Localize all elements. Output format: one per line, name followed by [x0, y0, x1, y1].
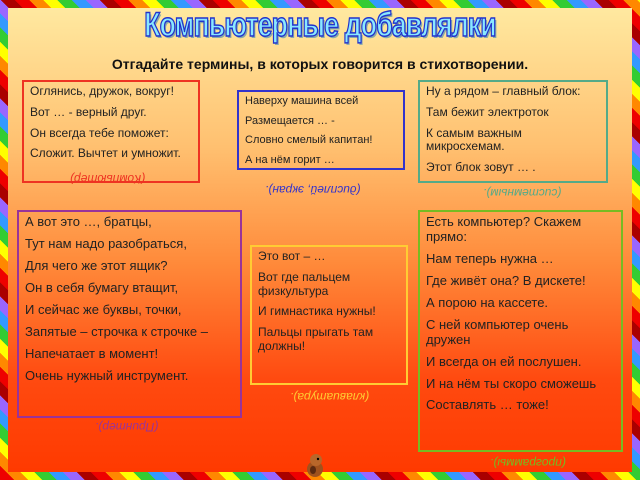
riddle-line: Очень нужный инструмент. [25, 367, 189, 383]
riddle-line: К самым важным микросхемам. [426, 125, 522, 154]
riddle-box-programs [418, 210, 623, 452]
slide-title: Компьютерные добавлялки [144, 6, 496, 44]
riddle-line: И сейчас же буквы, точки, [25, 301, 182, 317]
riddle-line: Там бежит электроток [426, 104, 549, 119]
riddle-line: Вот где пальцем физкультура [258, 269, 351, 298]
riddle-line: И на нём ты скоро сможешь [426, 375, 597, 391]
riddle-line: И гимнастика нужны! [258, 304, 376, 319]
riddle-line: И всегда он ей послушен. [426, 353, 582, 369]
riddle-line: Наверху машина всей [245, 95, 359, 107]
riddle-line: Сложит. Вычтет и умножит. [30, 146, 181, 161]
riddle-line: Это вот – … [258, 249, 326, 263]
answer-printer: (Принтер). [95, 420, 159, 434]
riddle-box-display [237, 90, 405, 170]
answer-programs: (программы). [490, 456, 566, 470]
answer-system-unit: (системным). [483, 186, 562, 200]
riddle-line: Запятые – строчка к строчке – [25, 323, 208, 339]
riddle-line: С ней компьютер очень дружен [426, 316, 569, 347]
bear-mascot-icon [304, 452, 326, 478]
riddle-line: Оглянись, дружок, вокруг! [30, 84, 174, 98]
riddle-line: Этот блок зовут … . [426, 160, 536, 175]
riddle-line: Вот … - верный друг. [30, 104, 147, 119]
riddle-box-system-unit [418, 80, 608, 183]
riddle-line: Размещается … - [245, 114, 335, 127]
riddle-line: Ну а рядом – главный блок: [426, 84, 581, 98]
answer-keyboard: (клавиатура). [290, 390, 370, 404]
riddle-box-printer [17, 210, 242, 418]
riddle-line: Он всегда тебе поможет: [30, 125, 169, 140]
riddle-line: Тут нам надо разобраться, [25, 235, 187, 251]
answer-computer: (Компьютер) [70, 172, 146, 186]
riddle-line: Напечатает в момент! [25, 345, 159, 361]
riddle-line: А порою на кассете. [426, 294, 549, 310]
riddle-box-computer [22, 80, 200, 183]
riddle-line: Пальцы прыгать там должны! [258, 325, 374, 353]
riddle-box-keyboard [250, 245, 408, 385]
slide-subtitle: Отгадайте термины, в которых говорится в стихотворении. [111, 56, 529, 72]
riddle-line: Где живёт она? В дискете! [426, 272, 586, 288]
riddle-line: Словно смелый капитан! [245, 134, 373, 147]
riddle-line: Нам теперь нужна … [426, 250, 554, 266]
riddle-line: Он в себя бумагу втащит, [25, 279, 179, 295]
riddle-line: Составлять … тоже! [426, 397, 549, 413]
riddle-line: А вот это …, братцы, [25, 214, 152, 229]
riddle-line: А на нём горит … [245, 153, 335, 166]
riddle-line: Есть компьютер? Скажем прямо: [426, 214, 582, 244]
answer-display: (дисплей, экран). [265, 183, 361, 197]
riddle-line: Для чего же этот ящик? [25, 257, 168, 273]
